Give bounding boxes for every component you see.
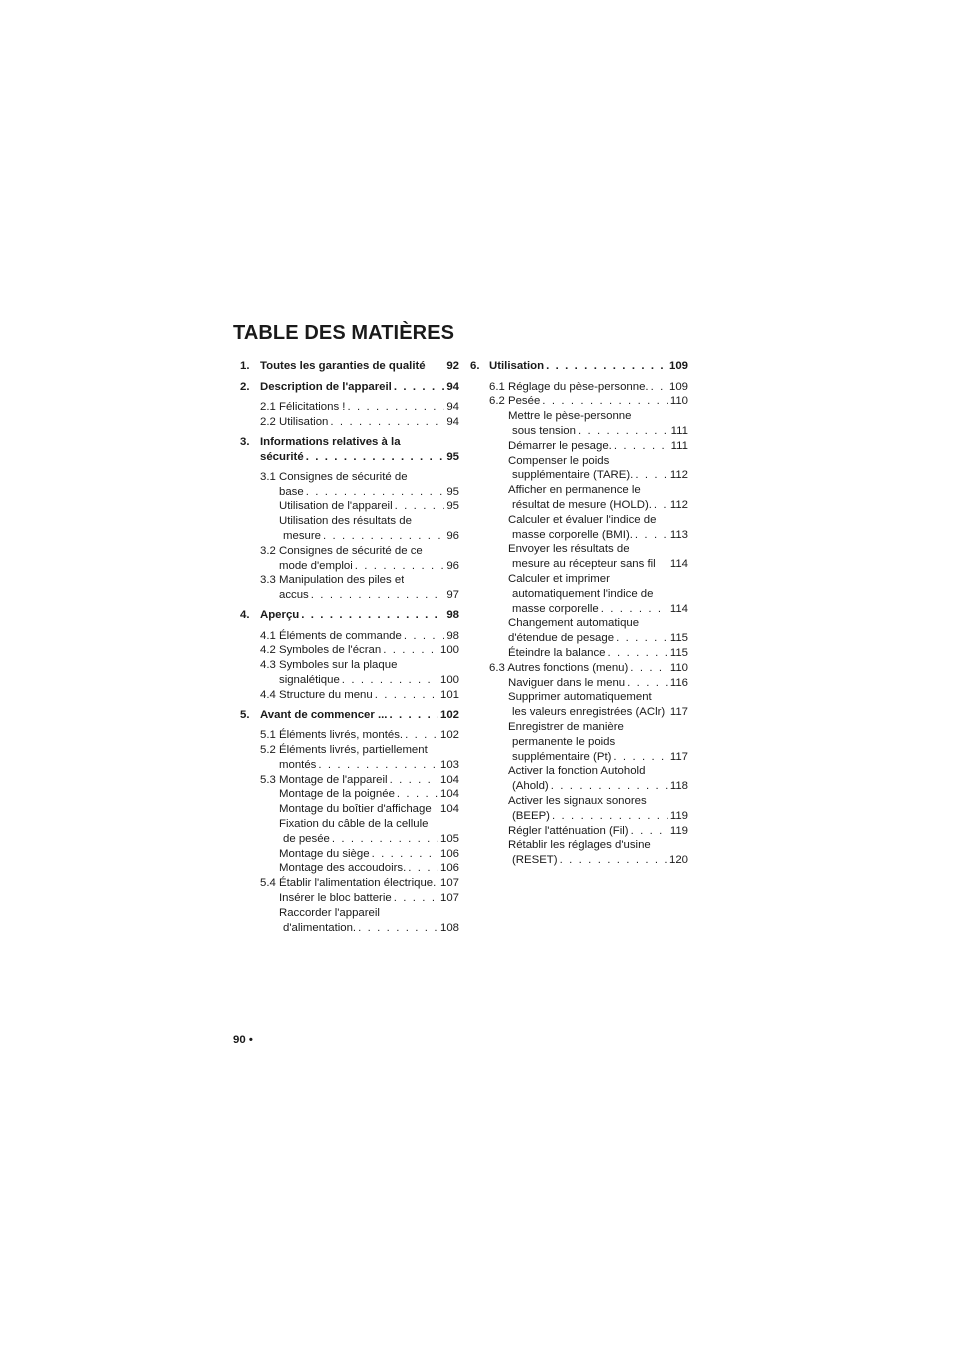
toc-entry-title: Toutes les garanties de qualité [260, 360, 426, 372]
toc-entry-page: 115 [669, 632, 688, 644]
dot-leader [560, 853, 667, 868]
toc-entry[interactable] [470, 528, 688, 543]
dot-leader [306, 450, 445, 465]
toc-entry[interactable] [240, 643, 459, 658]
dot-leader [405, 728, 438, 743]
toc-entry[interactable] [470, 616, 688, 631]
toc-entry[interactable] [470, 409, 688, 424]
toc-entry-title: 2.2 Utilisation [260, 416, 329, 428]
toc-entry[interactable] [470, 587, 688, 602]
dot-leader [608, 646, 668, 661]
toc-entry[interactable] [470, 557, 688, 572]
toc-entry-title: sécurité [260, 451, 304, 463]
toc-entry-page: 111 [670, 425, 688, 437]
toc-entry-page: 97 [446, 589, 459, 601]
toc-entry[interactable] [470, 838, 688, 853]
dot-leader [394, 891, 438, 906]
toc-entry-page: 114 [669, 558, 688, 570]
toc-entry-title: Montage de la poignée [279, 788, 395, 800]
toc-entry-page: 117 [669, 751, 688, 763]
toc-entry-page: 113 [669, 529, 688, 541]
toc-entry[interactable] [470, 764, 688, 779]
toc-entry[interactable] [240, 758, 459, 773]
toc-entry[interactable] [240, 921, 459, 936]
toc-entry[interactable] [240, 743, 459, 758]
toc-entry-title: 5.1 Éléments livrés, montés. [260, 729, 404, 741]
toc-entry-title: supplémentaire (TARE). [512, 469, 634, 481]
toc-entry[interactable] [470, 359, 688, 374]
toc-entry-title: 5.3 Montage de l'appareil [260, 774, 388, 786]
toc-entry[interactable] [470, 631, 688, 646]
toc-entry[interactable] [470, 602, 688, 617]
toc-entry-title: 6.1 Réglage du pèse-personne. [489, 381, 649, 393]
toc-entry-title: Changement automatique [508, 617, 640, 629]
dot-leader [631, 824, 668, 839]
toc-entry-title: signalétique [279, 674, 340, 686]
toc-entry-page: 94 [446, 381, 459, 393]
toc-entry-number: 1. [240, 360, 250, 372]
toc-entry-title: 3.3 Manipulation des piles et [260, 574, 405, 586]
toc-entry-page: 96 [446, 530, 459, 542]
toc-entry-title: 3.2 Consignes de sécurité de ce [260, 545, 423, 557]
dot-leader [375, 688, 438, 703]
toc-entry-page: 114 [669, 603, 688, 615]
toc-entry[interactable] [240, 380, 459, 395]
dot-leader [383, 643, 438, 658]
dot-leader [358, 921, 438, 936]
toc-entry[interactable] [240, 658, 459, 673]
dot-leader [394, 380, 444, 395]
toc-entry[interactable] [470, 779, 688, 794]
dot-leader [551, 779, 668, 794]
toc-entry-title: permanente le poids [512, 736, 616, 748]
toc-entry-page: 110 [669, 395, 688, 407]
dot-leader [389, 708, 438, 723]
toc-entry-title: de pesée [283, 833, 330, 845]
toc-entry-title: Activer la fonction Autohold [508, 765, 646, 777]
toc-entry[interactable] [470, 720, 688, 735]
toc-entry-title: Utilisation de l'appareil [279, 500, 393, 512]
toc-entry[interactable] [240, 588, 459, 603]
toc-entry-number: 4. [240, 609, 250, 621]
toc-entry-title: Calculer et évaluer l'indice de [508, 514, 657, 526]
toc-entry[interactable] [240, 415, 459, 430]
toc-entry-title: 3.1 Consignes de sécurité de [260, 471, 408, 483]
toc-entry[interactable] [470, 572, 688, 587]
toc-entry-title: d'alimentation. [283, 922, 357, 934]
toc-entry-title: Fixation du câble de la cellule [279, 818, 429, 830]
toc-entry[interactable] [240, 802, 459, 817]
toc-entry-title: supplémentaire (Pt) [512, 751, 612, 763]
toc-entry-page: 109 [668, 381, 688, 393]
dot-leader [630, 661, 668, 676]
toc-entry-title: d'étendue de pesage [508, 632, 615, 644]
toc-entry[interactable] [470, 661, 688, 676]
toc-entry-title: Mettre le pèse-personne [508, 410, 632, 422]
toc-entry[interactable] [240, 787, 459, 802]
toc-entry[interactable] [470, 542, 688, 557]
dot-leader [651, 380, 667, 395]
dot-leader [318, 758, 438, 773]
dot-leader [372, 847, 438, 862]
toc-entry-title: montés [279, 759, 317, 771]
toc-entry[interactable] [470, 498, 688, 513]
dot-leader [408, 861, 438, 876]
toc-entry[interactable] [240, 728, 459, 743]
toc-entry-page: 104 [439, 788, 459, 800]
toc-entry-title: mode d'emploi [279, 560, 353, 572]
toc-entry-page: 92 [446, 360, 459, 372]
dot-leader [627, 676, 668, 691]
dot-leader [355, 559, 445, 574]
toc-entry-title: Montage du siège [279, 848, 370, 860]
toc-entry-page: 104 [439, 774, 459, 786]
toc-entry-title: 6.2 Pesée [489, 395, 541, 407]
toc-entry-page: 120 [668, 854, 688, 866]
toc-entry-title: (BEEP) [512, 810, 550, 822]
dot-leader [542, 394, 668, 409]
toc-entry[interactable] [240, 817, 459, 832]
toc-entry-page: 119 [669, 810, 688, 822]
toc-entry-page: 111 [670, 440, 688, 452]
toc-entry-page: 98 [446, 630, 459, 642]
toc-entry-title: 2.1 Félicitations ! [260, 401, 346, 413]
toc-entry-title: Régler l'atténuation (Fil) [508, 825, 629, 837]
toc-entry-title: les valeurs enregistrées (AClr) [512, 706, 666, 718]
toc-entry[interactable] [470, 824, 688, 839]
toc-entry-title: base [279, 486, 304, 498]
toc-entry[interactable] [240, 573, 459, 588]
dot-leader [601, 602, 668, 617]
dot-leader [323, 529, 444, 544]
page-title: TABLE DES MATIÈRES [233, 322, 455, 344]
toc-entry[interactable] [240, 499, 459, 514]
toc-entry[interactable] [240, 485, 459, 500]
toc-entry[interactable] [470, 750, 688, 765]
toc-entry-page: 100 [439, 674, 459, 686]
toc-entry-title: Informations relatives à la [260, 436, 401, 448]
toc-entry[interactable] [470, 853, 688, 868]
toc-entry-title: Compenser le poids [508, 455, 610, 467]
toc-entry-page: 100 [439, 644, 459, 656]
toc-entry[interactable] [240, 906, 459, 921]
dot-leader [635, 468, 667, 483]
toc-entry[interactable] [470, 809, 688, 824]
toc-entry[interactable] [240, 832, 459, 847]
dot-leader [552, 809, 668, 824]
toc-entry-title: Envoyer les résultats de [508, 543, 630, 555]
toc-entry-title: 4.1 Éléments de commande [260, 630, 402, 642]
toc-entry-page: 119 [669, 825, 688, 837]
toc-entry-page: 102 [439, 729, 459, 741]
toc-entry-page: 105 [439, 833, 459, 845]
toc-entry-title: Calculer et imprimer [508, 573, 610, 585]
toc-entry[interactable] [470, 439, 688, 454]
toc-entry[interactable] [470, 380, 688, 395]
toc-entry[interactable] [240, 400, 459, 415]
toc-entry-page: 107 [439, 877, 459, 889]
toc-entry-page: 109 [668, 360, 688, 372]
toc-entry-page: 94 [446, 416, 459, 428]
toc-entry[interactable] [470, 735, 688, 750]
toc-entry[interactable] [470, 454, 688, 469]
dot-leader [654, 498, 668, 513]
toc-entry[interactable] [240, 435, 459, 450]
dot-leader [342, 673, 438, 688]
toc-entry[interactable] [240, 708, 459, 723]
toc-entry-title: (Ahold) [512, 780, 549, 792]
dot-leader [301, 608, 444, 623]
toc-entry-page: 108 [439, 922, 459, 934]
toc-entry[interactable] [470, 690, 688, 705]
toc-entry-title: Activer les signaux sonores [508, 795, 647, 807]
toc-entry-page: 106 [439, 848, 459, 860]
toc-entry[interactable] [240, 861, 459, 876]
toc-entry[interactable] [470, 794, 688, 809]
toc-entry-page: 117 [669, 706, 688, 718]
page-number: 90 • [233, 1034, 253, 1046]
toc-entry-title: Insérer le bloc batterie [279, 892, 392, 904]
toc-entry-title: résultat de mesure (HOLD). [512, 499, 652, 511]
toc-entry-page: 101 [439, 689, 459, 701]
toc-entry[interactable] [240, 608, 459, 623]
dot-leader [311, 588, 445, 603]
toc-entry-title: Utilisation des résultats de [279, 515, 412, 527]
dot-leader [404, 629, 445, 644]
toc-entry-title: Montage des accoudoirs. [279, 862, 407, 874]
toc-entry-number: 3. [240, 436, 250, 448]
toc-entry-page: 118 [669, 780, 688, 792]
toc-entry-page: 115 [669, 647, 688, 659]
toc-entry-title: 4.3 Symboles sur la plaque [260, 659, 398, 671]
toc-entry-page: 98 [446, 609, 459, 621]
toc-entry-number: 2. [240, 381, 250, 393]
toc-entry-page: 116 [669, 677, 688, 689]
toc-entry-title: Éteindre la balance [508, 647, 606, 659]
dot-leader [347, 400, 444, 415]
toc-entry[interactable] [240, 688, 459, 703]
toc-entry[interactable] [240, 876, 459, 891]
toc-entry[interactable] [240, 450, 459, 465]
toc-entry-page: 112 [669, 499, 688, 511]
toc-entry[interactable] [470, 705, 688, 720]
toc-entry-title: Aperçu [260, 609, 300, 621]
toc-entry-page: 102 [439, 709, 459, 721]
dot-leader [546, 359, 667, 374]
toc-entry-title: Montage du boîtier d'affichage [279, 803, 432, 815]
dot-leader [578, 424, 669, 439]
toc-entry-title: masse corporelle [512, 603, 599, 615]
toc-entry[interactable] [240, 470, 459, 485]
toc-entry-title: (RESET) [512, 854, 558, 866]
toc-entry-title: mesure au récepteur sans fil [512, 558, 656, 570]
toc-entry[interactable] [240, 773, 459, 788]
toc-entry[interactable] [470, 483, 688, 498]
toc-entry[interactable] [470, 646, 688, 661]
dot-leader [614, 439, 669, 454]
toc-entry-title: mesure [283, 530, 321, 542]
toc-entry[interactable] [240, 847, 459, 862]
dot-leader [635, 528, 668, 543]
toc-entry-title: 6.3 Autres fonctions (menu) [489, 662, 629, 674]
toc-entry-page: 106 [439, 862, 459, 874]
toc-entry-title: Raccorder l'appareil [279, 907, 380, 919]
toc-entry-page: 107 [439, 892, 459, 904]
toc-entry[interactable] [240, 891, 459, 906]
toc-entry[interactable] [240, 544, 459, 559]
toc-entry[interactable] [240, 673, 459, 688]
toc-entry-title: 4.4 Structure du menu [260, 689, 373, 701]
toc-entry-title: 5.2 Éléments livrés, partiellement [260, 744, 428, 756]
dot-leader [616, 631, 668, 646]
toc-entry-title: accus [279, 589, 309, 601]
dot-leader [390, 773, 438, 788]
dot-leader [395, 499, 445, 514]
toc-entry[interactable] [240, 514, 459, 529]
toc-entry-page: 112 [669, 469, 688, 481]
toc-entry-title: Naviguer dans le menu [508, 677, 626, 689]
toc-entry-title: Description de l'appareil [260, 381, 392, 393]
toc-entry[interactable] [240, 629, 459, 644]
toc-entry-title: Afficher en permanence le [508, 484, 641, 496]
toc-entry-page: 95 [446, 486, 459, 498]
toc-entry-page: 95 [446, 500, 459, 512]
toc-entry[interactable] [470, 424, 688, 439]
toc-entry-title: Rétablir les réglages d'usine [508, 839, 651, 851]
toc-entry[interactable] [240, 559, 459, 574]
toc-entry[interactable] [240, 529, 459, 544]
toc-entry-title: sous tension [512, 425, 576, 437]
toc-entry-title: Avant de commencer ... [260, 709, 388, 721]
toc-entry-title: masse corporelle (BMI). [512, 529, 633, 541]
dot-leader [330, 415, 444, 430]
toc-entry-page: 110 [669, 662, 688, 674]
toc-entry-title: Utilisation [489, 360, 545, 372]
toc-entry-page: 95 [446, 451, 459, 463]
toc-entry-title: Supprimer automatiquement [508, 691, 652, 703]
toc-entry[interactable] [470, 676, 688, 691]
toc-entry-page: 104 [439, 803, 459, 815]
dot-leader [397, 787, 438, 802]
toc-entry-page: 94 [446, 401, 459, 413]
toc-entry[interactable] [470, 394, 688, 409]
toc-entry-title: automatiquement l'indice de [512, 588, 654, 600]
toc-entry-number: 5. [240, 709, 250, 721]
toc-entry-title: 4.2 Symboles de l'écran [260, 644, 382, 656]
dot-leader [613, 750, 667, 765]
toc-entry[interactable] [240, 359, 459, 374]
toc-entry-number: 6. [470, 360, 480, 372]
toc-entry-title: Enregistrer de manière [508, 721, 624, 733]
dot-leader [306, 485, 445, 500]
toc-entry-page: 103 [439, 759, 459, 771]
toc-entry-title: 5.4 Établir l'alimentation électrique. [260, 877, 436, 889]
toc-entry-title: Démarrer le pesage. [508, 440, 612, 452]
toc-entry[interactable] [470, 513, 688, 528]
toc-entry-page: 96 [446, 560, 459, 572]
dot-leader [332, 832, 438, 847]
toc-entry[interactable] [470, 468, 688, 483]
